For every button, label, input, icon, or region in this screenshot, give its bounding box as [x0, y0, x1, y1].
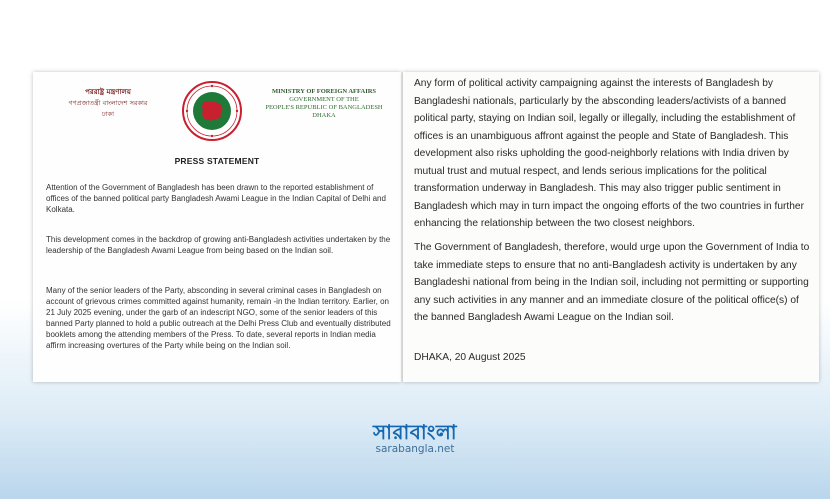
government-emblem-icon — [181, 80, 243, 142]
header-en-line1: MINISTRY OF FOREIGN AFFAIRS — [271, 88, 377, 95]
sarabangla-url-link[interactable]: sarabangla.net — [375, 443, 455, 455]
left-paragraph-2: This development comes in the backdrop of growing anti-Bangladesh activities undertaken by the leadership of the Bangladesh Awami League from being based on the Indian soil. — [46, 235, 391, 255]
ministry-header-bangla — [53, 87, 163, 120]
dateline: DHAKA, 20 August 2025 — [414, 352, 526, 363]
header-en-line2: GOVERNMENT OF THE — [289, 96, 359, 103]
header-bn-line2: গণপ্রজাতন্ত্রী বাংলাদেশ সরকার — [68, 99, 148, 107]
ministry-header-english — [259, 88, 389, 120]
header-bn-line1: পররাষ্ট্র মন্ত্রণালয় — [85, 88, 131, 96]
right-paragraph-2: The Government of Bangladesh, therefore, would urge upon the Government of India to take immediate steps to ensure that no anti-Bangladesh activity is undertaken by any Bangladeshi national from being in the Indian soil, including not permitting or supporting any such activities in any manner and an immediate closure of the political office(s) of the banned Bangladesh Awami League on the Indian soil. — [414, 242, 810, 323]
right-paragraph-1: Any form of political activity campaigning against the interests of Bangladesh by Bangladeshi nationals, particularly by the absconding leaders/activists of a banned political party, staying on Indian soil, legally or illegally, including the establishment of offices is an unambiguous affront against the people and State of Bangladesh. This development also risks upholding the good-neighborly relations with India driven by mutual trust and mutual respect, and lends serious implications for the political transformation underway in Bangladesh. This may also trigger public sentiment in Bangladesh which may in turn impact the ongoing efforts of the two countries in further enhancing the relationship between the two closest neighbors. — [414, 78, 804, 229]
header-bn-line3: ঢাকা — [102, 110, 114, 118]
statement-page-left — [33, 72, 401, 382]
sarabangla-logo[interactable]: সারাবাংলা — [372, 420, 458, 444]
header-en-line3: PEOPLE'S REPUBLIC OF BANGLADESH — [265, 104, 383, 111]
left-paragraph-3: Many of the senior leaders of the Party, absconding in several criminal cases in Bangladesh on account of grievous crimes committed against humanity, remain -in the Indian territory. Earlier, on 21 July 2025 evening, under the garb of an indescript NGO, some of the senior leaders of this banned Party planned to hold a public outreach at the Delhi Press Club and eventually distributed booklets among the attending members of the Press. To date, several reports in Indian media affirm increasing overtures of the Party while being on the Indian soil. — [46, 286, 391, 350]
left-paragraph-1: Attention of the Government of Bangladesh has been drawn to the reported establishment of offices of the banned political party Bangladesh Awami League in the Indian Capital of Delhi and Kolkata. — [46, 183, 386, 214]
press-statement-title: PRESS STATEMENT — [174, 156, 260, 166]
header-en-line4: DHAKA — [312, 112, 336, 119]
statement-page-right — [403, 72, 819, 382]
